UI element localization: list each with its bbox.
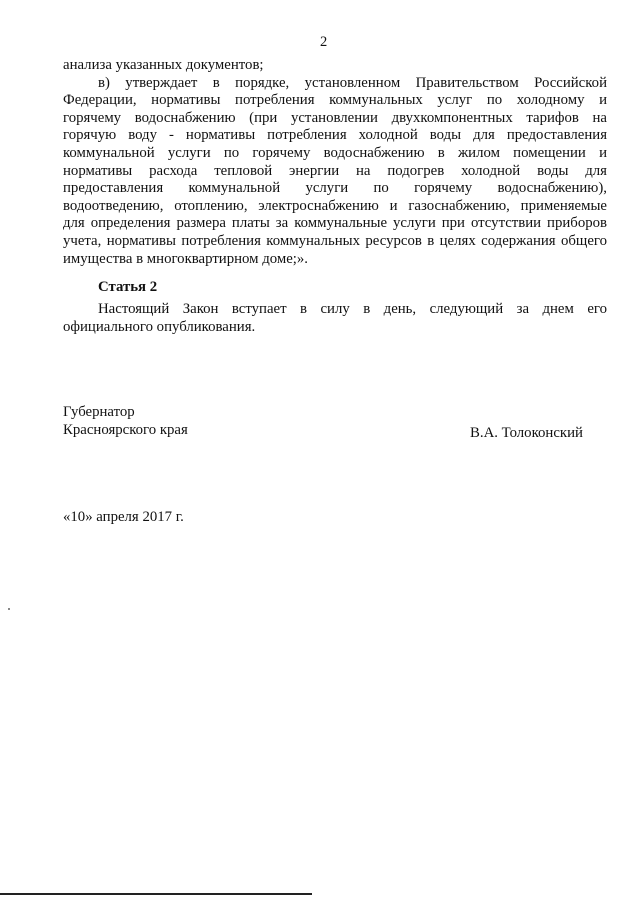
text-line: для определения размера платы за коммунальные услуги при отсутствии приборов <box>63 215 607 232</box>
page-number: 2 <box>320 34 328 50</box>
text-line: учета, нормативы потребления коммунальных ресурсов в целях содержания общего <box>63 232 607 249</box>
signatory-name: В.А. Толоконский <box>470 425 583 441</box>
document-date: «10» апреля 2017 г. <box>63 509 184 525</box>
text-line: водоотведению, отоплению, электроснабжению и газоснабжению, применяемые <box>63 197 607 214</box>
law-text-continuation <box>63 57 607 268</box>
article-heading: Статья 2 <box>98 279 158 295</box>
scan-speck <box>8 608 10 610</box>
text-line: предоставления коммунальной услуги по горячему водоснабжению), <box>63 180 607 197</box>
text-line: горячую воду - нормативы потребления холодной воды для предоставления <box>63 127 607 144</box>
text-line: Настоящий Закон вступает в силу в день, следующий за днем его <box>98 301 607 317</box>
bottom-rule <box>0 893 312 895</box>
signatory-title <box>63 404 188 439</box>
signatory-title-line: Красноярского края <box>63 421 188 438</box>
text-line: имущества в многоквартирном доме;». <box>63 250 308 267</box>
text-line: официального опубликования. <box>63 318 256 335</box>
text-line: Федерации, нормативы потребления коммунальных услуг по холодному и <box>63 92 607 109</box>
article-text <box>63 301 607 336</box>
signatory-title-line: Губернатор <box>63 404 135 420</box>
text-line: коммунальной услуги по горячему водоснабжению в жилом помещении и <box>63 144 607 161</box>
text-line: в) утверждает в порядке, установленном Правительством Российской <box>98 74 607 91</box>
text-line: горячему водоснабжению (при установлении двухкомпонентных тарифов на <box>63 109 607 126</box>
text-line: нормативы расхода тепловой энергии на подогрев холодной воды для <box>63 162 607 179</box>
text-line: анализа указанных документов; <box>63 57 264 73</box>
